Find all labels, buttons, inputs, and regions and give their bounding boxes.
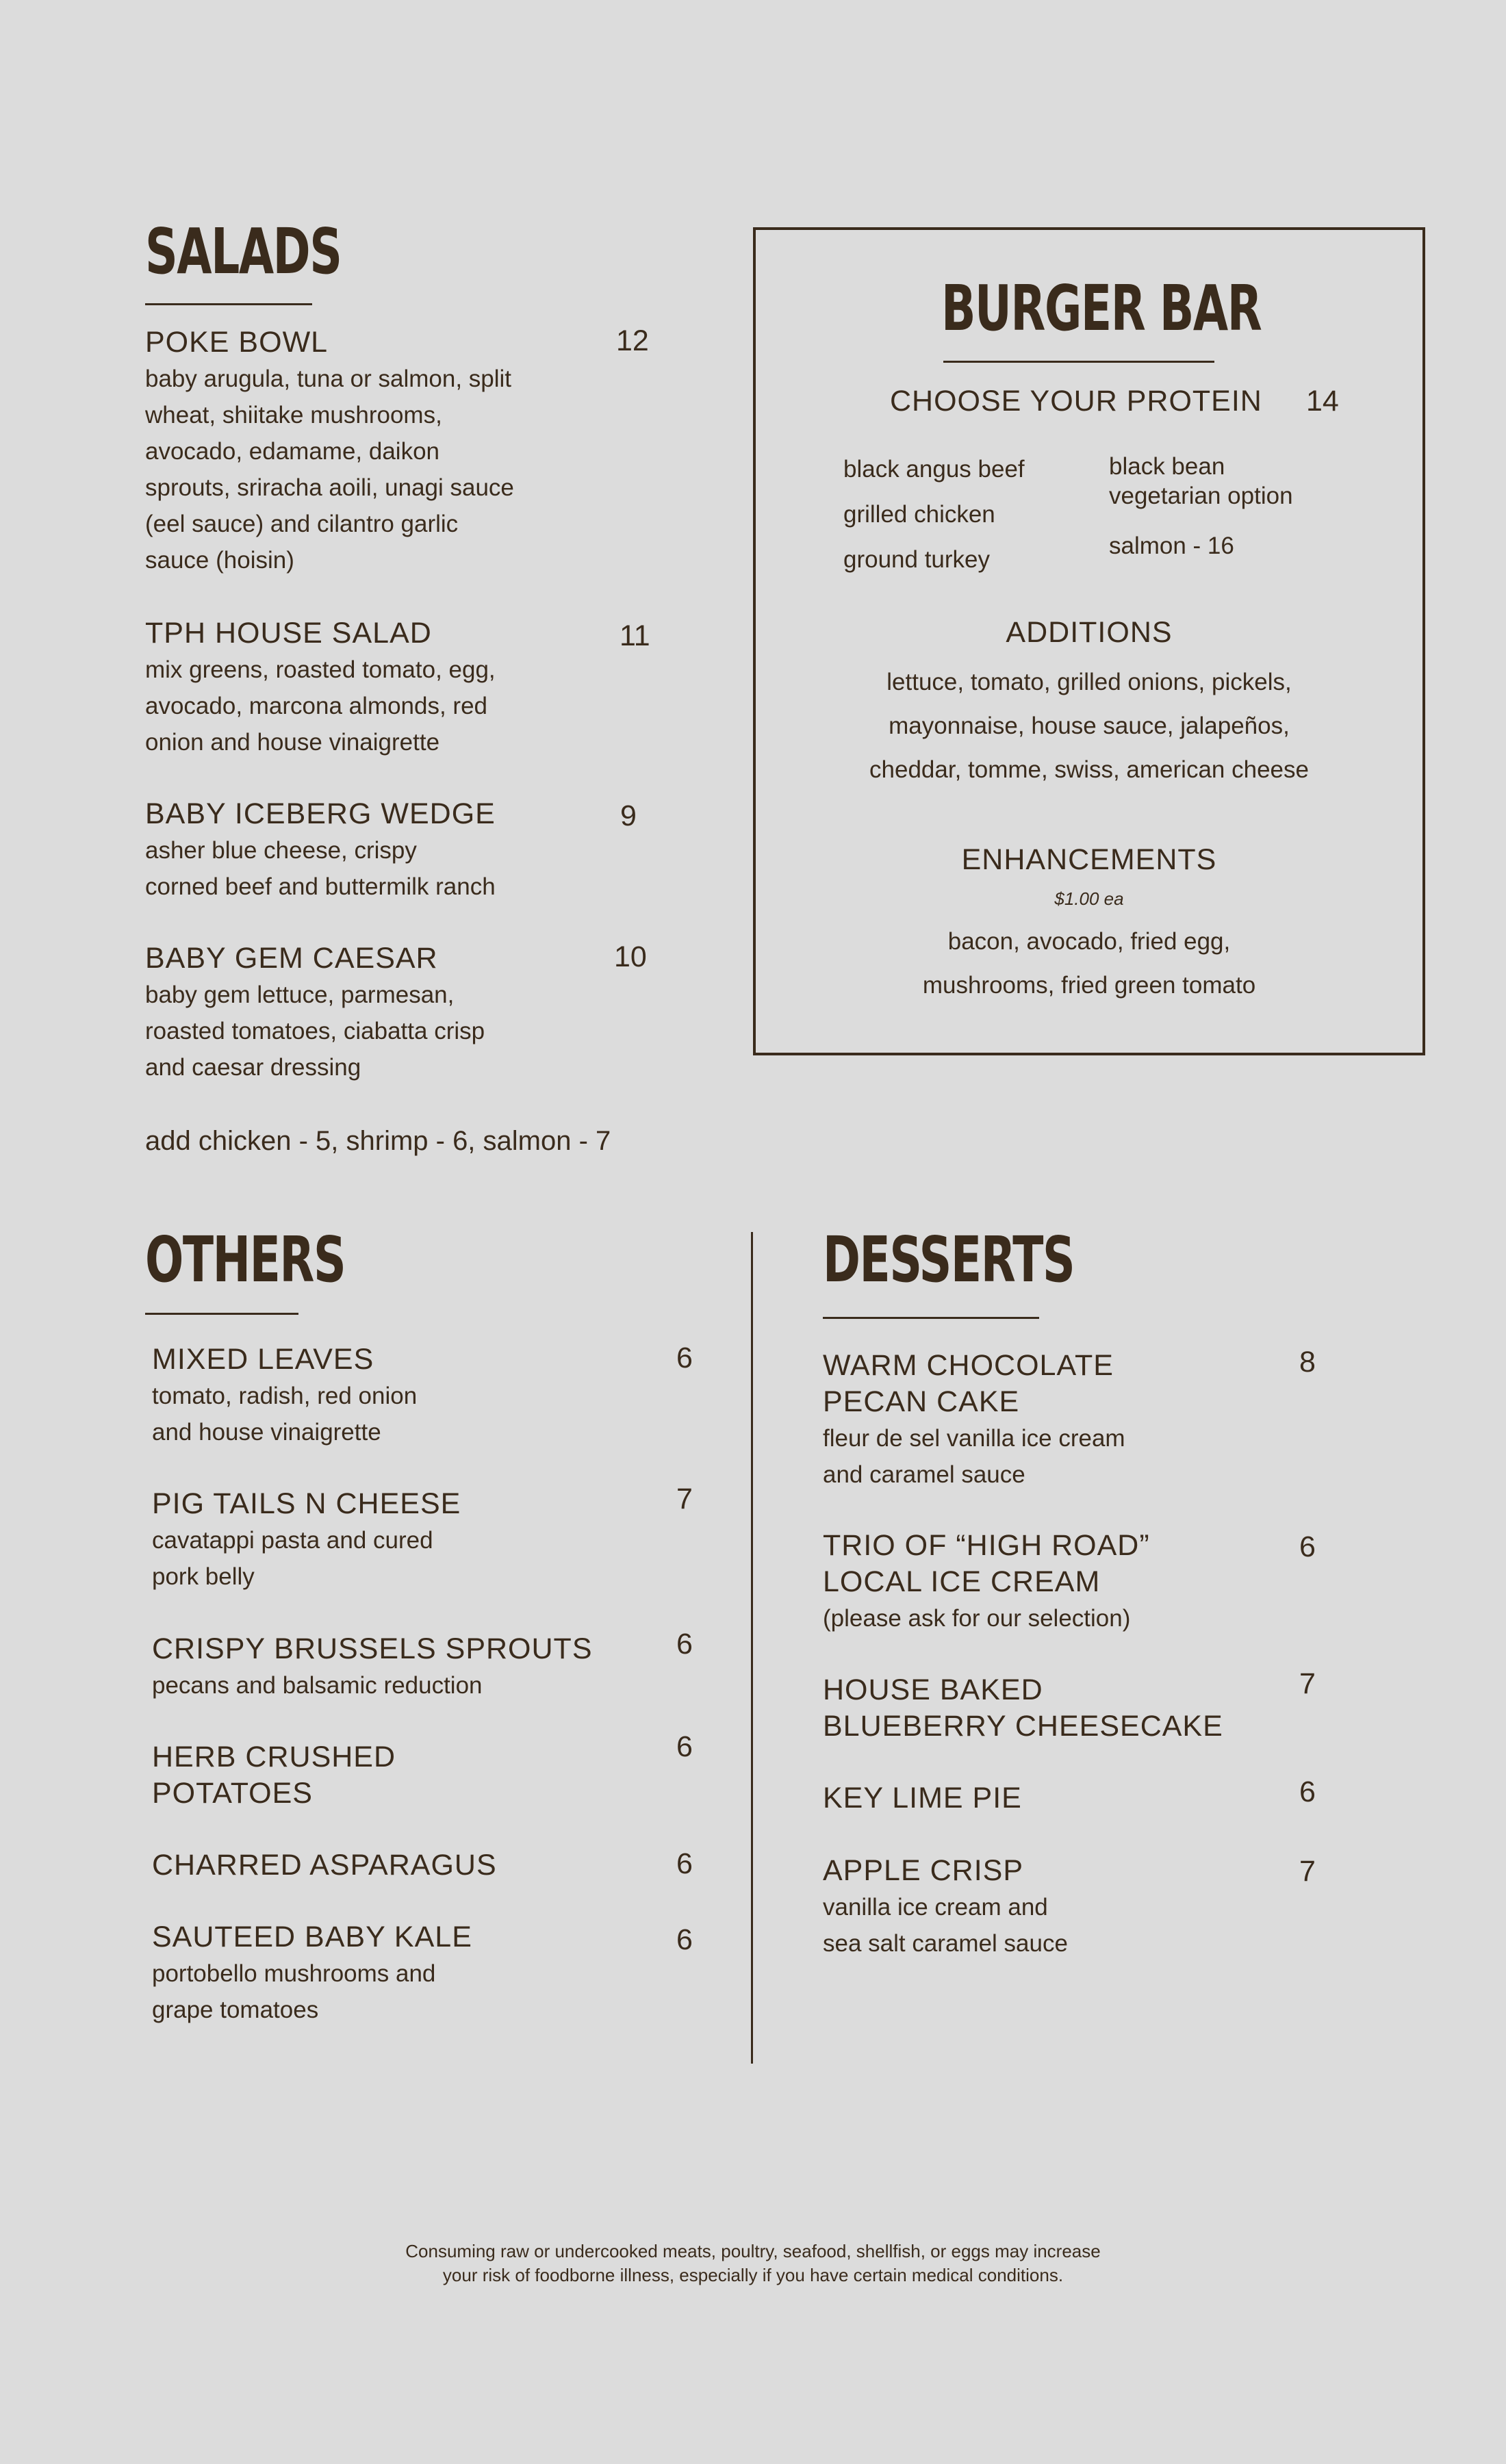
protein-list-right	[1109, 452, 1293, 561]
item-name: SAUTEED BABY KALE	[152, 1921, 472, 1953]
salads-heading-rule	[145, 303, 312, 305]
protein-option: black bean vegetarian option	[1109, 453, 1293, 509]
burger-bar-heading-rule	[943, 361, 1214, 363]
protein-option: salmon - 16	[1109, 532, 1234, 559]
footer-disclaimer: Consuming raw or undercooked meats, poultry, seafood, shellfish, or eggs may increase your risk of foodborne illness, especially if you have certain medical conditions.	[405, 2241, 1101, 2285]
item-description: baby gem lettuce, parmesan, roasted tomatoes, ciabatta crisp and caesar dressing	[145, 981, 485, 1081]
dessert-item-house-baked-blueberry-cheesecake	[823, 1672, 1302, 1745]
dessert-item-apple-crisp	[823, 1853, 1302, 1962]
item-description: baby arugula, tuna or salmon, split wheat, shiitake mushrooms, avocado, edamame, daikon sprouts, sriracha aoili, unagi sauce (eel sauce) and cilantro garlic sauce (hoisin)	[145, 365, 514, 574]
salad-addons: add chicken - 5, shrimp - 6, salmon - 7	[145, 1126, 611, 1156]
item-price: 12	[616, 324, 649, 357]
item-name: TPH HOUSE SALAD	[145, 617, 432, 650]
enhancements-price: $1.00 ea	[1054, 888, 1124, 909]
others-item-charred-asparagus	[152, 1847, 631, 1884]
dessert-item-warm-chocolate-pecan-cake	[823, 1348, 1302, 1493]
desserts-heading: DESSERTS	[823, 1223, 1075, 1296]
item-name: TRIO OF “HIGH ROAD” LOCAL ICE CREAM	[823, 1529, 1150, 1598]
item-price: 6	[676, 1628, 693, 1660]
item-name: APPLE CRISP	[823, 1854, 1023, 1887]
others-heading-rule	[145, 1313, 298, 1315]
item-description: tomato, radish, red onion and house vinaigrette	[152, 1383, 418, 1446]
salad-item-poke-bowl	[145, 324, 583, 578]
item-name: HOUSE BAKED BLUEBERRY CHEESECAKE	[823, 1673, 1223, 1743]
item-price: 6	[1299, 1775, 1316, 1808]
others-item-sauteed-baby-kale	[152, 1919, 631, 2028]
salad-item-tph-house-salad	[145, 615, 583, 760]
item-name: KEY LIME PIE	[823, 1782, 1022, 1814]
salads-heading: SALADS	[145, 215, 342, 288]
item-description: portobello mushrooms and grape tomatoes	[152, 1960, 436, 2023]
item-name: BABY ICEBERG WEDGE	[145, 797, 496, 830]
others-item-pig-tails-n-cheese	[152, 1486, 631, 1595]
dessert-item-key-lime-pie	[823, 1780, 1302, 1817]
enhancements-title: ENHANCEMENTS	[961, 843, 1217, 876]
item-price: 6	[676, 1730, 693, 1763]
desserts-heading-rule	[823, 1317, 1039, 1319]
item-name: HERB CRUSHED POTATOES	[152, 1741, 396, 1810]
item-description: pecans and balsamic reduction	[152, 1672, 483, 1699]
additions-title: ADDITIONS	[1006, 616, 1173, 649]
salad-item-baby-iceberg-wedge	[145, 796, 583, 905]
item-name: BABY GEM CAESAR	[145, 942, 438, 975]
item-price: 7	[1299, 1667, 1316, 1700]
item-price: 10	[614, 940, 647, 973]
item-name: CHARRED ASPARAGUS	[152, 1849, 497, 1882]
item-price: 6	[676, 1342, 693, 1374]
additions-text: lettuce, tomato, grilled onions, pickels, mayonnaise, house sauce, jalapeños, cheddar, tomme, swiss, american cheese	[869, 669, 1309, 783]
others-item-herb-crushed-potatoes	[152, 1739, 631, 1812]
protein-list-left	[843, 447, 1025, 582]
item-price: 8	[1299, 1346, 1316, 1378]
protein-option: grilled chicken	[843, 501, 995, 528]
salad-item-baby-gem-caesar	[145, 940, 583, 1086]
dessert-item-trio-local-ice-cream	[823, 1528, 1302, 1637]
item-name: PIG TAILS N CHEESE	[152, 1487, 461, 1520]
item-description: fleur de sel vanilla ice cream and caramel sauce	[823, 1425, 1125, 1488]
protein-option: black angus beef	[843, 456, 1025, 483]
item-name: WARM CHOCOLATE PECAN CAKE	[823, 1349, 1114, 1418]
burger-bar-heading: BURGER BAR	[941, 272, 1262, 345]
others-heading: OTHERS	[145, 1223, 346, 1296]
protein-price: 14	[1306, 385, 1339, 418]
item-description: vanilla ice cream and sea salt caramel sauce	[823, 1894, 1068, 1957]
item-price: 9	[620, 799, 637, 832]
item-price: 6	[1299, 1530, 1316, 1563]
others-item-mixed-leaves	[152, 1342, 631, 1450]
item-price: 6	[676, 1847, 693, 1880]
enhancements-text: bacon, avocado, fried egg, mushrooms, fried green tomato	[922, 928, 1256, 999]
column-divider	[751, 1232, 753, 2064]
item-description: mix greens, roasted tomato, egg, avocado, marcona almonds, red onion and house vinaigrette	[145, 656, 496, 756]
item-description: (please ask for our selection)	[823, 1605, 1131, 1632]
item-name: POKE BOWL	[145, 326, 329, 359]
item-price: 7	[676, 1483, 693, 1515]
others-item-crispy-brussels-sprouts	[152, 1631, 645, 1704]
protein-option: ground turkey	[843, 546, 991, 573]
item-name: MIXED LEAVES	[152, 1343, 374, 1376]
item-description: asher blue cheese, crispy corned beef and buttermilk ranch	[145, 837, 496, 900]
item-description: cavatappi pasta and cured pork belly	[152, 1527, 433, 1590]
item-price: 11	[620, 619, 650, 652]
item-price: 6	[676, 1923, 693, 1956]
choose-protein-label: CHOOSE YOUR PROTEIN	[890, 385, 1262, 418]
item-name: CRISPY BRUSSELS SPROUTS	[152, 1632, 593, 1665]
item-price: 7	[1299, 1855, 1316, 1888]
